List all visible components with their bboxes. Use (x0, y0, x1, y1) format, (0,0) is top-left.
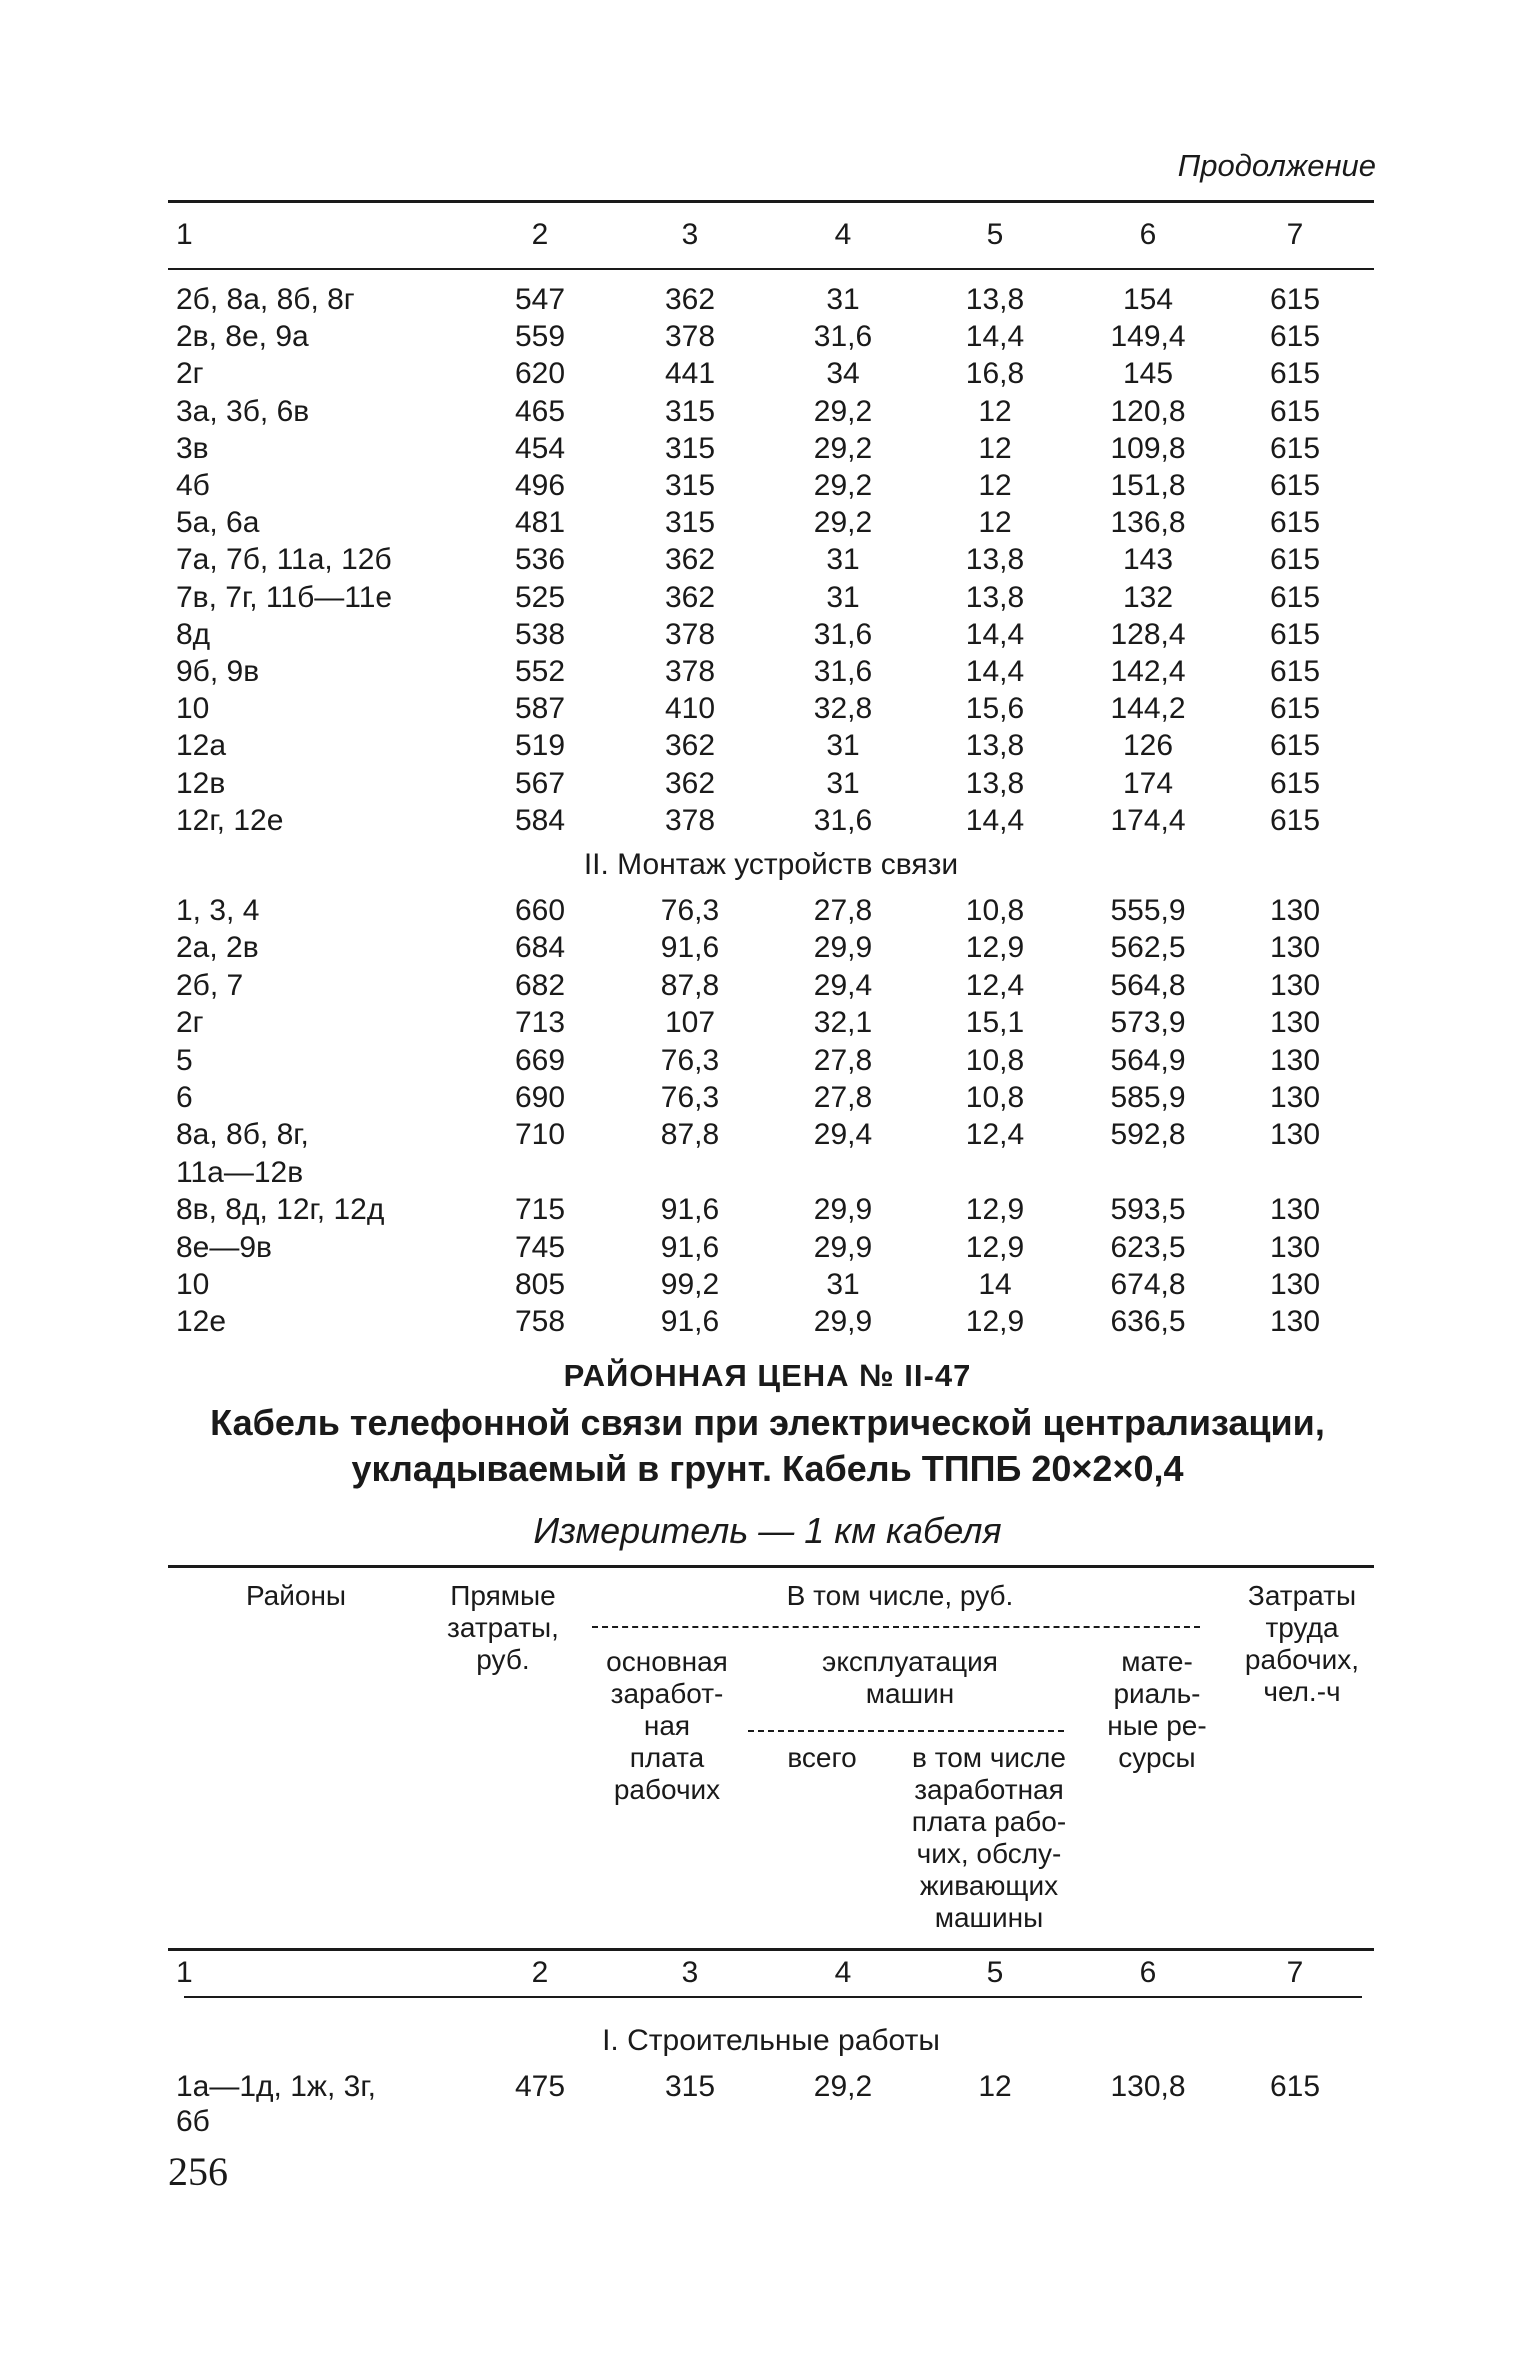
header-group-dash (592, 1626, 1200, 1628)
table-row (168, 1116, 1374, 1153)
cell-col-1: 1 (176, 218, 193, 251)
table-row (168, 727, 1374, 764)
header-exploit-dash (748, 1730, 1064, 1732)
cell-col-7: 615 (1269, 655, 1321, 688)
cell-col-4: 29,2 (813, 469, 873, 502)
cell-col-6: 174,4 (1110, 803, 1186, 837)
cell-col-2: 682 (514, 968, 566, 1002)
cell-col-6: 636,5 (1110, 1305, 1186, 1339)
cell-col-6: 126 (1122, 729, 1174, 763)
cell-col-4: 31,6 (813, 803, 873, 837)
cell-col-7: 130 (1269, 894, 1321, 927)
cell-col-2: 2 (531, 218, 549, 251)
cell-col-6: 151,8 (1110, 469, 1186, 502)
cell-col-7: 615 (1269, 394, 1321, 428)
header-top-rule (168, 1565, 1374, 1568)
cell-col-3: 410 (664, 692, 716, 726)
table-row (168, 892, 1374, 929)
cell-col-7: 615 (1269, 766, 1321, 800)
cell-col-4: 31,6 (813, 655, 873, 688)
cell-col-4: 31,6 (813, 320, 873, 354)
header-rule (168, 268, 1374, 270)
cell-col-2: 536 (514, 543, 566, 577)
cell-col-5: 12,9 (965, 1230, 1025, 1264)
table-row (168, 281, 1374, 318)
cell-col-1: 8е—9в (176, 1230, 272, 1264)
cell-col-6: 149,4 (1110, 320, 1186, 354)
cell-col-7: 615 (1269, 692, 1321, 726)
cell-col-4: 29,4 (813, 1118, 873, 1152)
cell-col-5: 15,1 (965, 1006, 1025, 1040)
cell-col-1: 12е (176, 1305, 227, 1339)
cell-col-4: 29,2 (813, 2070, 873, 2103)
cell-col-1: 5 (176, 1043, 193, 1077)
cell-col-2: 669 (514, 1043, 566, 1077)
section-2-heading: II. Монтаж устройств связи (583, 848, 959, 881)
cell-col-4: 31 (826, 1268, 860, 1301)
table-row (168, 2103, 1374, 2140)
cell-col-5: 10,8 (965, 1043, 1025, 1077)
table-row (168, 1042, 1374, 1079)
cell-col-5: 13,8 (965, 580, 1025, 614)
cell-col-5: 14,4 (965, 803, 1025, 837)
cell-col-5: 16,8 (965, 357, 1025, 391)
cell-col-1: 6б (176, 2105, 210, 2138)
cell-col-5: 12,9 (965, 1193, 1025, 1227)
table-row (168, 1079, 1374, 1116)
cell-col-4: 31 (826, 283, 860, 316)
cell-col-5: 13,8 (965, 283, 1025, 316)
cell-col-1: 7а, 7б, 11а, 12б (176, 543, 392, 577)
cell-col-4: 27,8 (813, 1081, 873, 1114)
cell-col-6: 6 (1139, 1956, 1157, 1989)
table-row (168, 1303, 1374, 1340)
header-group: В том числе, руб. (786, 1580, 1014, 1611)
cell-col-3: 362 (664, 580, 716, 614)
cell-col-2: 519 (514, 729, 566, 763)
cell-col-7: 130 (1269, 1006, 1321, 1040)
measure-unit: Измеритель — 1 км кабеля (533, 1510, 1002, 1551)
cell-col-5: 12 (978, 394, 1012, 428)
cell-col-5: 12,4 (965, 1118, 1025, 1152)
table-row (168, 1229, 1374, 1266)
cell-col-6: 623,5 (1110, 1230, 1186, 1264)
cell-col-2: 660 (514, 894, 566, 927)
cell-col-6: 154 (1122, 283, 1174, 316)
header-col-3: основная заработ- ная плата рабочих (606, 1646, 728, 1805)
cell-col-2: 496 (514, 469, 566, 502)
cell-col-6: 145 (1122, 357, 1174, 391)
column-numbers-rule (184, 1996, 1362, 1998)
table-row (168, 690, 1374, 727)
cell-col-4: 27,8 (813, 894, 873, 927)
cell-col-7: 615 (1269, 2070, 1321, 2103)
cell-col-2: 805 (514, 1268, 566, 1301)
cell-col-7: 7 (1286, 1956, 1304, 1989)
cell-col-1: 7в, 7г, 11б—11е (176, 580, 393, 614)
cell-col-3: 107 (664, 1006, 716, 1040)
cell-col-5: 10,8 (965, 1081, 1025, 1114)
cell-col-2: 758 (514, 1305, 566, 1339)
cell-col-5: 5 (986, 1956, 1004, 1989)
cell-col-7: 615 (1269, 580, 1321, 614)
cell-col-1: 8в, 8д, 12г, 12д (176, 1193, 385, 1227)
table-row (168, 393, 1374, 430)
cell-col-4: 32,1 (813, 1006, 873, 1040)
cell-col-4: 34 (826, 357, 860, 391)
cell-col-1: 2а, 2в (176, 931, 259, 965)
header-col-6: мате- риаль- ные ре- сурсы (1107, 1646, 1207, 1773)
cell-col-2: 584 (514, 803, 566, 837)
cell-col-1: 3а, 3б, 6в (176, 394, 310, 428)
cell-col-4: 4 (834, 218, 852, 251)
cell-col-5: 14,4 (965, 320, 1025, 354)
cell-col-7: 615 (1269, 283, 1321, 316)
cell-col-1: 5а, 6а (176, 506, 260, 540)
cell-col-3: 76,3 (660, 1081, 720, 1114)
cell-col-6: 592,8 (1110, 1118, 1186, 1152)
cell-col-6: 143 (1122, 543, 1174, 577)
cell-col-5: 12,9 (965, 1305, 1025, 1339)
page-number: 256 (168, 2149, 228, 2194)
cell-col-3: 378 (664, 617, 716, 651)
cell-col-3: 315 (664, 394, 716, 428)
cell-col-4: 32,8 (813, 692, 873, 726)
cell-col-5: 12 (978, 506, 1012, 540)
cell-col-7: 130 (1269, 1118, 1321, 1152)
cell-col-7: 130 (1269, 1268, 1321, 1301)
cell-col-6: 136,8 (1110, 506, 1186, 540)
cell-col-5: 12 (978, 469, 1012, 502)
cell-col-5: 14 (978, 1268, 1012, 1301)
cell-col-4: 29,2 (813, 431, 873, 465)
cell-col-7: 615 (1269, 357, 1321, 391)
cell-col-1: 11а—12в (176, 1155, 304, 1189)
cell-col-2: 481 (514, 506, 566, 540)
header-col-2: Прямые затраты, руб. (447, 1580, 559, 1675)
table-row (168, 1154, 1374, 1191)
cell-col-2: 567 (514, 766, 566, 800)
cell-col-4: 31 (826, 580, 860, 614)
cell-col-3: 378 (664, 803, 716, 837)
table-row (168, 355, 1374, 392)
cell-col-2: 475 (514, 2070, 566, 2103)
top-rule (168, 200, 1374, 203)
cell-col-2: 745 (514, 1230, 566, 1264)
cell-col-1: 1 (176, 1956, 193, 1989)
cell-col-6: 593,5 (1110, 1193, 1186, 1227)
cell-col-4: 31,6 (813, 617, 873, 651)
cell-col-1: 2г (176, 357, 204, 391)
cell-col-3: 378 (664, 320, 716, 354)
cell-col-5: 13,8 (965, 729, 1025, 763)
cell-col-5: 12 (978, 2070, 1012, 2103)
cell-col-2: 710 (514, 1118, 566, 1152)
table-row (168, 541, 1374, 578)
cell-col-3: 91,6 (660, 1193, 720, 1227)
cell-col-5: 14,4 (965, 617, 1025, 651)
cell-col-5: 13,8 (965, 543, 1025, 577)
header-col-5: в том числе заработная плата рабо- чих, обслу- живающих машины (911, 1742, 1067, 1933)
cell-col-3: 362 (664, 543, 716, 577)
cell-col-2: 454 (514, 431, 566, 465)
cell-col-3: 315 (664, 469, 716, 502)
price-title-line-1: Кабель телефонной связи при электрической централизации, (210, 1402, 1325, 1443)
cell-col-3: 362 (664, 766, 716, 800)
cell-col-6: 562,5 (1110, 931, 1186, 965)
cell-col-1: 2б, 8а, 8б, 8г (176, 283, 355, 316)
table-row (168, 802, 1374, 839)
top-column-numbers (168, 216, 1374, 253)
cell-col-1: 6 (176, 1081, 193, 1114)
cell-col-1: 2в, 8е, 9а (176, 320, 309, 354)
cell-col-6: 585,9 (1110, 1081, 1186, 1114)
cell-col-4: 27,8 (813, 1043, 873, 1077)
cell-col-1: 10 (176, 1268, 210, 1301)
cell-col-2: 525 (514, 580, 566, 614)
cell-col-2: 552 (514, 655, 566, 688)
cell-col-7: 130 (1269, 1230, 1321, 1264)
table-row (168, 430, 1374, 467)
cell-col-4: 29,9 (813, 1193, 873, 1227)
cell-col-4: 29,9 (813, 1305, 873, 1339)
table-row (168, 1004, 1374, 1041)
cell-col-7: 615 (1269, 729, 1321, 763)
cell-col-7: 130 (1269, 931, 1321, 965)
cell-col-1: 4б (176, 469, 210, 502)
cell-col-1: 10 (176, 692, 210, 726)
table-row (168, 1191, 1374, 1228)
cell-col-1: 1а—1д, 1ж, 3г, (176, 2070, 376, 2103)
cell-col-1: 8д (176, 617, 211, 651)
cell-col-7: 130 (1269, 968, 1321, 1002)
table-row (168, 765, 1374, 802)
cell-col-3: 91,6 (660, 931, 720, 965)
table-row (168, 1266, 1374, 1303)
cell-col-2: 715 (514, 1193, 566, 1227)
cell-col-7: 615 (1269, 320, 1321, 354)
cell-col-7: 615 (1269, 617, 1321, 651)
bottom-column-numbers (168, 1954, 1374, 1991)
cell-col-7: 130 (1269, 1305, 1321, 1339)
table-row (168, 653, 1374, 690)
cell-col-1: 12а (176, 729, 227, 763)
cell-col-3: 99,2 (660, 1268, 720, 1301)
table-row (168, 467, 1374, 504)
cell-col-7: 615 (1269, 803, 1321, 837)
table-row (168, 616, 1374, 653)
cell-col-3: 3 (681, 218, 699, 251)
cell-col-5: 12,4 (965, 968, 1025, 1002)
header-bottom-rule (168, 1948, 1374, 1951)
cell-col-7: 130 (1269, 1193, 1321, 1227)
continuation-label: Продолжение (1177, 148, 1376, 183)
cell-col-3: 315 (664, 506, 716, 540)
cell-col-2: 465 (514, 394, 566, 428)
cell-col-2: 587 (514, 692, 566, 726)
table-row (168, 579, 1374, 616)
cell-col-6: 120,8 (1110, 394, 1186, 428)
cell-col-4: 31 (826, 766, 860, 800)
table-row (168, 929, 1374, 966)
table-row (168, 504, 1374, 541)
cell-col-6: 144,2 (1110, 692, 1186, 726)
cell-col-1: 12в (176, 766, 226, 800)
table-row (168, 2068, 1374, 2105)
cell-col-5: 10,8 (965, 894, 1025, 927)
cell-col-3: 441 (664, 357, 716, 391)
cell-col-7: 615 (1269, 543, 1321, 577)
cell-col-5: 15,6 (965, 692, 1025, 726)
cell-col-2: 547 (514, 283, 566, 316)
cell-col-6: 564,8 (1110, 968, 1186, 1002)
cell-col-7: 130 (1269, 1043, 1321, 1077)
cell-col-2: 690 (514, 1081, 566, 1114)
cell-col-4: 29,2 (813, 394, 873, 428)
cell-col-1: 9б, 9в (176, 655, 260, 688)
cell-col-6: 6 (1139, 218, 1157, 251)
cell-col-7: 7 (1286, 218, 1304, 251)
section-1-heading: I. Строительные работы (602, 2024, 940, 2057)
cell-col-3: 76,3 (660, 894, 720, 927)
cell-col-2: 538 (514, 617, 566, 651)
cell-col-6: 130,8 (1110, 2070, 1186, 2103)
cell-col-6: 132 (1122, 580, 1174, 614)
cell-col-2: 620 (514, 357, 566, 391)
cell-col-6: 109,8 (1110, 431, 1186, 465)
cell-col-3: 362 (664, 283, 716, 316)
cell-col-6: 674,8 (1110, 1268, 1186, 1301)
cell-col-3: 91,6 (660, 1305, 720, 1339)
cell-col-3: 91,6 (660, 1230, 720, 1264)
cell-col-6: 564,9 (1110, 1043, 1186, 1077)
cell-col-3: 87,8 (660, 1118, 720, 1152)
cell-col-7: 615 (1269, 506, 1321, 540)
cell-col-3: 87,8 (660, 968, 720, 1002)
cell-col-7: 130 (1269, 1081, 1321, 1114)
cell-col-5: 12 (978, 431, 1012, 465)
cell-col-4: 29,4 (813, 968, 873, 1002)
cell-col-1: 3в (176, 431, 209, 465)
cell-col-3: 378 (664, 655, 716, 688)
cell-col-6: 142,4 (1110, 655, 1186, 688)
cell-col-4: 4 (834, 1956, 852, 1989)
cell-col-3: 76,3 (660, 1043, 720, 1077)
table-row (168, 967, 1374, 1004)
cell-col-6: 128,4 (1110, 617, 1186, 651)
cell-col-1: 12г, 12е (176, 803, 284, 837)
cell-col-5: 14,4 (965, 655, 1025, 688)
cell-col-3: 362 (664, 729, 716, 763)
header-exploit: эксплуатация машин (822, 1646, 998, 1709)
cell-col-4: 29,9 (813, 1230, 873, 1264)
cell-col-2: 684 (514, 931, 566, 965)
cell-col-1: 1, 3, 4 (176, 894, 260, 927)
cell-col-1: 2б, 7 (176, 968, 244, 1002)
cell-col-3: 3 (681, 1956, 699, 1989)
cell-col-5: 13,8 (965, 766, 1025, 800)
cell-col-5: 12,9 (965, 931, 1025, 965)
cell-col-6: 555,9 (1110, 894, 1186, 927)
cell-col-2: 2 (531, 1956, 549, 1989)
cell-col-5: 5 (986, 218, 1004, 251)
cell-col-3: 315 (664, 2070, 716, 2103)
header-col-7: Затраты труда рабочих, чел.-ч (1244, 1580, 1360, 1707)
cell-col-2: 713 (514, 1006, 566, 1040)
cell-col-1: 8а, 8б, 8г, (176, 1118, 309, 1152)
cell-col-4: 29,9 (813, 931, 873, 965)
header-col-4: всего (787, 1742, 857, 1773)
cell-col-3: 315 (664, 431, 716, 465)
table-row (168, 318, 1374, 355)
cell-col-1: 2г (176, 1006, 204, 1040)
price-title (0, 1400, 1535, 1492)
cell-col-4: 31 (826, 543, 860, 577)
cell-col-2: 559 (514, 320, 566, 354)
cell-col-4: 31 (826, 729, 860, 763)
cell-col-4: 29,2 (813, 506, 873, 540)
cell-col-6: 174 (1122, 766, 1174, 800)
price-title-line-2: укладываемый в грунт. Кабель ТППБ 20×2×0,4 (351, 1448, 1184, 1489)
price-heading: РАЙОННАЯ ЦЕНА № II-47 (563, 1358, 972, 1393)
header-col-1: Районы (245, 1580, 347, 1611)
cell-col-7: 615 (1269, 431, 1321, 465)
cell-col-6: 573,9 (1110, 1006, 1186, 1040)
cell-col-7: 615 (1269, 469, 1321, 502)
